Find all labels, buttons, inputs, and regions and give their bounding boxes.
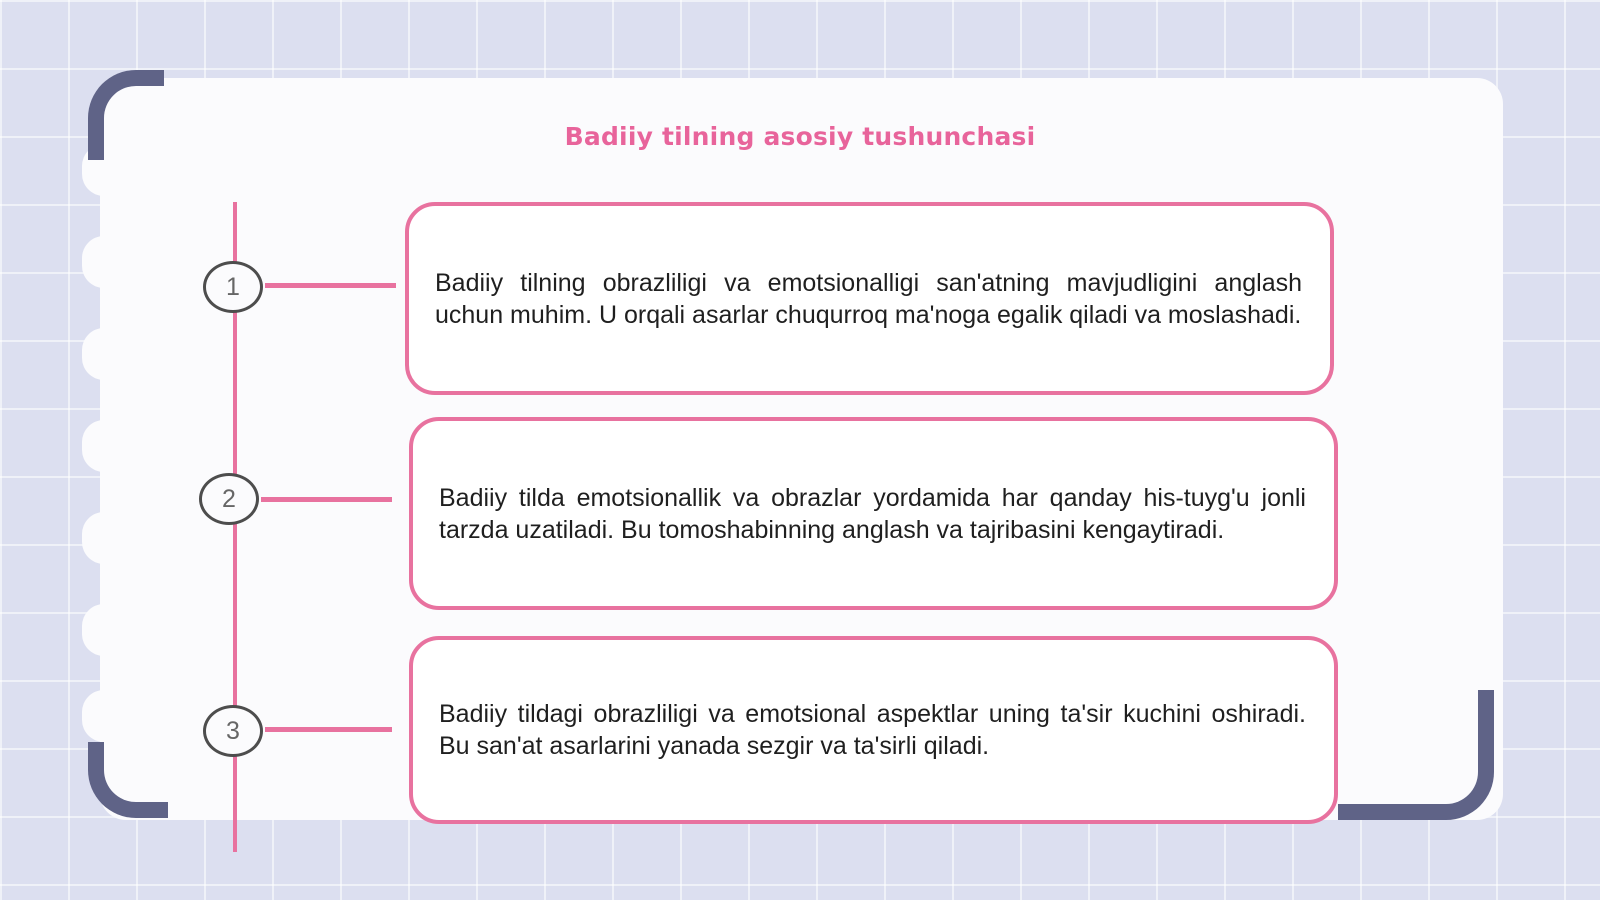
frame-corner-bottom-right bbox=[1338, 690, 1494, 820]
card-scallop bbox=[82, 420, 126, 472]
step-number-2: 2 bbox=[199, 473, 259, 525]
text-box-1-content: Badiiy tilning obrazliligi va emotsionalligi san'atning mavjudligini anglash uchun muhim. U orqali asarlar chuqurroq ma'noga egalik qiladi va moslashadi. bbox=[435, 268, 1302, 329]
card-scallop bbox=[82, 328, 126, 380]
step-number-1: 1 bbox=[203, 261, 263, 313]
timeline-connector-3 bbox=[265, 727, 392, 732]
text-box-3-content: Badiiy tildagi obrazliligi va emotsional aspektlar uning ta'sir kuchini oshiradi. Bu san'at asarlarini yanada sezgir va ta'sirli qiladi. bbox=[439, 700, 1306, 760]
text-box-3 bbox=[409, 636, 1338, 824]
timeline-connector-2 bbox=[261, 497, 392, 502]
frame-corner-bottom-left bbox=[88, 742, 168, 818]
card-scallop bbox=[82, 604, 126, 656]
text-box-2 bbox=[409, 417, 1338, 610]
timeline-connector-1 bbox=[265, 283, 396, 288]
card-scallop bbox=[82, 512, 126, 564]
slide-title: Badiiy tilning asosiy tushunchasi bbox=[564, 122, 1036, 151]
text-box-2-content: Badiiy tilda emotsionallik va obrazlar yordamida har qanday his-tuyg'u jonli tarzda uzatiladi. Bu tomoshabinning anglash va tajribasini kengaytiradi. bbox=[439, 483, 1306, 544]
step-number-3: 3 bbox=[203, 705, 263, 757]
card-scallop bbox=[82, 236, 126, 288]
card-scallop bbox=[82, 690, 126, 742]
text-box-1 bbox=[405, 202, 1334, 395]
